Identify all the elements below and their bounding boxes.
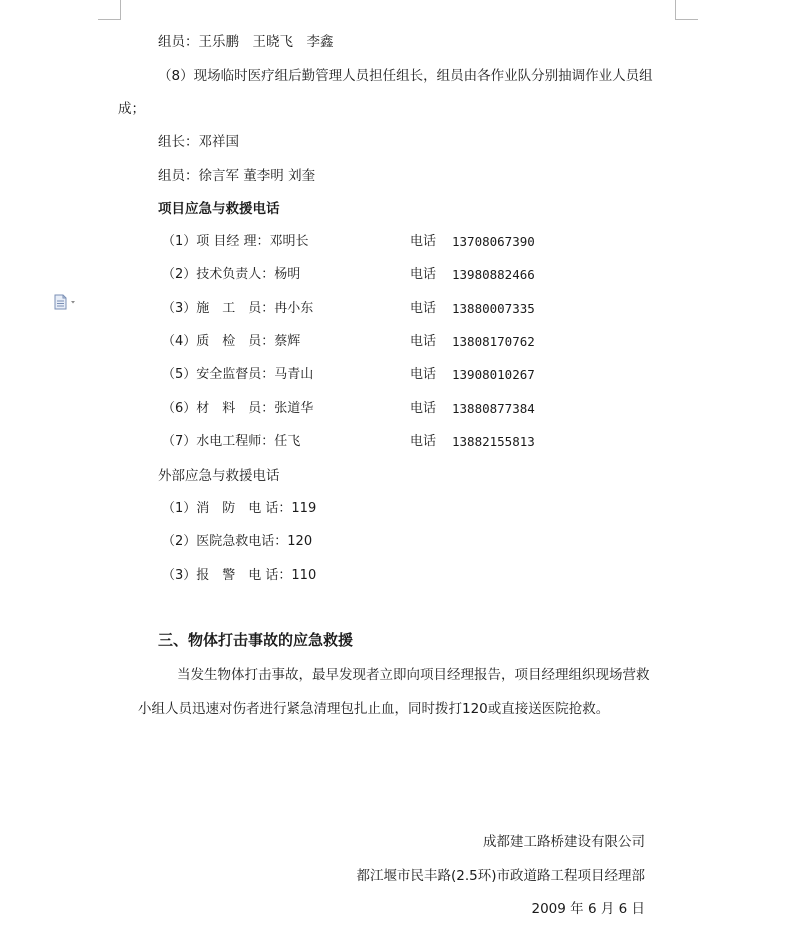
team-7-members: 组员：王乐鹏 王晓飞 李鑫 (158, 34, 334, 50)
contact-phone-number: 13880007335 (452, 300, 535, 316)
contact-phone-label: 电话 (410, 367, 437, 383)
section-3-paragraph-line2: 小组人员迅速对伤者进行紧急清理包扎止血，同时拨打120或直接送医院抢救。 (138, 701, 610, 717)
contact-phone-label: 电话 (410, 300, 437, 316)
contact-phone-label: 电话 (410, 234, 437, 249)
external-contact-row: （3）报 警 电 话：110 (162, 567, 317, 583)
team-8-description-line1: （8）现场临时医疗组后勤管理人员担任组长，组员由各作业队分别抽调作业人员组 (158, 68, 653, 84)
page-corner-mark-top-left (98, 0, 121, 20)
team-8-description-line2: 成； (118, 101, 145, 117)
contact-role: （6）材 料 员：张道华 (162, 400, 314, 416)
external-contacts-heading: 外部应急与救援电话 (158, 468, 280, 484)
section-3-paragraph-line1: 当发生物体打击事故，最早发现者立即向项目经理报告，项目经理组织现场营救 (177, 667, 650, 683)
external-contact-row: （1）消 防 电 话：119 (162, 501, 317, 516)
signature-date: 2009 年 6 月 6 日 (531, 901, 645, 917)
team-8-members: 组员：徐言军 董李明 刘奎 (158, 168, 316, 184)
contact-phone-number: 13980882466 (452, 267, 535, 283)
external-contact-row: （2）医院急救电话：120 (162, 534, 313, 550)
contact-phone-number: 13908010267 (452, 367, 535, 383)
contact-phone-label: 电话 (410, 333, 437, 349)
contact-phone-number: 13708067390 (452, 234, 535, 249)
section-3-title: 三、物体打击事故的应急救援 (158, 631, 354, 649)
contact-phone-number: 13882155813 (452, 433, 535, 449)
contact-role: （2）技术负责人：杨明 (162, 267, 301, 283)
contact-role: （4）质 检 员：蔡辉 (162, 333, 301, 349)
contact-role: （7）水电工程师：任飞 (162, 433, 301, 449)
team-8-leader: 组长：邓祥国 (158, 134, 239, 150)
signature-company: 成都建工路桥建设有限公司 (483, 834, 645, 850)
page-corner-mark-top-right (675, 0, 698, 20)
contact-phone-label: 电话 (410, 400, 437, 416)
contact-role: （3）施 工 员：冉小东 (162, 300, 314, 316)
contact-phone-number: 13880877384 (452, 400, 535, 416)
contact-phone-label: 电话 (410, 433, 437, 449)
document-icon[interactable] (54, 294, 80, 310)
contact-role: （1）项 目经 理：邓明长 (162, 234, 309, 249)
contact-role: （5）安全监督员：马青山 (162, 367, 314, 383)
contact-phone-number: 13808170762 (452, 333, 535, 349)
signature-department: 都江堰市民丰路(2.5环)市政道路工程项目经理部 (356, 868, 645, 884)
contact-phone-label: 电话 (410, 267, 437, 283)
internal-contacts-heading: 项目应急与救援电话 (158, 201, 280, 217)
